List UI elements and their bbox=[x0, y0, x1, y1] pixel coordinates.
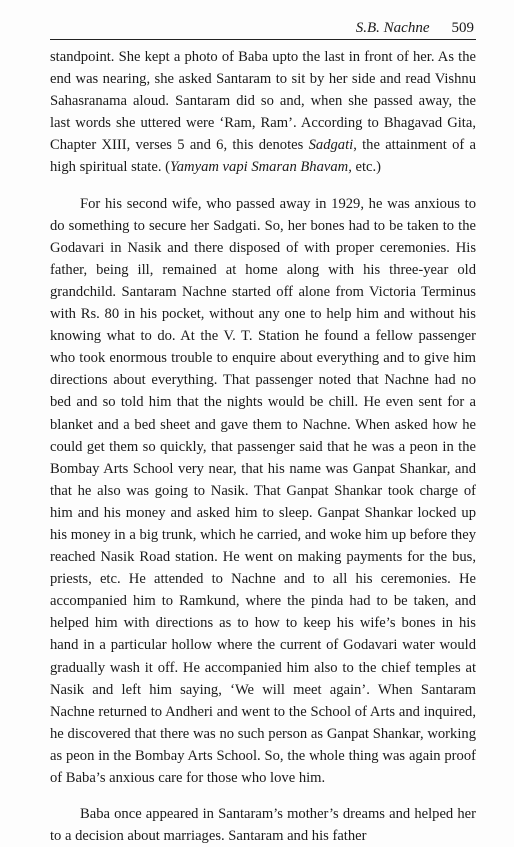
text-segment: , the attainment of a high spiritual state. ( bbox=[50, 137, 476, 176]
text-segment: etc.) bbox=[351, 159, 382, 176]
italic-text: Yamyam vapi Smaran Bhavam, bbox=[169, 159, 352, 176]
paragraph bbox=[50, 193, 476, 790]
italic-text: Sadgati bbox=[308, 137, 354, 154]
text-segment: For his second wife, who passed away in 1929, he was anxious to do something to secure her Sadgati. So, her bones had to be taken to the Godavari in Nasik and there disposed of with proper ceremonies. His father, being ill, remained at home along with his three-year old grandchild. Santaram Nachne started off alone from Victoria Terminus with Rs. 80 in his pocket, without any one to help him and without his knowing what to do. At the V. T. Station he found a fellow passenger who took enormous trouble to enquire about everything and to give him directions about everything. That passenger noted that Nachne had no bed and so told him that the nights would be chill. He even sent for a blanket and a bed sheet and gave them to Nachne. When asked how he could get them so quickly, that passenger said that he was a peon in the Bombay Arts School very near, that his name was Ganpat Shankar, and that he also was going to Nasik. That Ganpat Shankar took charge of him and his money and asked him to sleep. Ganpat Shankar locked up his money in a big trunk, which he carried, and woke him up before they reached Nasik Road station. He went on making payments for the bus, priests, etc. He attended to Nachne and to all his ceremonies. He accompanied him to Ramkund, where the pinda had to be taken, and helped him with directions as to how to keep his wife’s bones in his hand in a particular hollow where the current of Godavari water would gradually wash it off. He accompanied him also to the chief temples at Nasik and left him saying, ‘We will meet again’. When Santaram Nachne returned to Andheri and went to the School of Arts and inquired, he discovered that there was no such person as Ganpat Shankar, working as peon in the Bombay Arts School. So, the whole thing was again proof of Baba’s anxious care for those who love him. bbox=[50, 195, 476, 786]
paragraph bbox=[50, 803, 476, 847]
paragraph bbox=[50, 46, 476, 179]
text-segment: Baba once appeared in Santaram’s mother’s dreams and helped her to a decision about marriages. Santaram and his father bbox=[50, 806, 476, 845]
body-text bbox=[50, 46, 476, 847]
running-header bbox=[50, 20, 476, 40]
header-author: S.B. Nachne bbox=[355, 20, 430, 36]
text-segment: standpoint. She kept a photo of Baba upto the last in front of her. As the end was nearing, she asked Santaram to sit by her side and read Vishnu Sahasranama aloud. Santaram did so and, when she passed away, the last words she uttered were ‘Ram, Ram’. According to Bhagavad Gita, Chapter XIII, verses 5 and 6, this denotes bbox=[50, 49, 476, 154]
page-number: 509 bbox=[451, 20, 474, 36]
